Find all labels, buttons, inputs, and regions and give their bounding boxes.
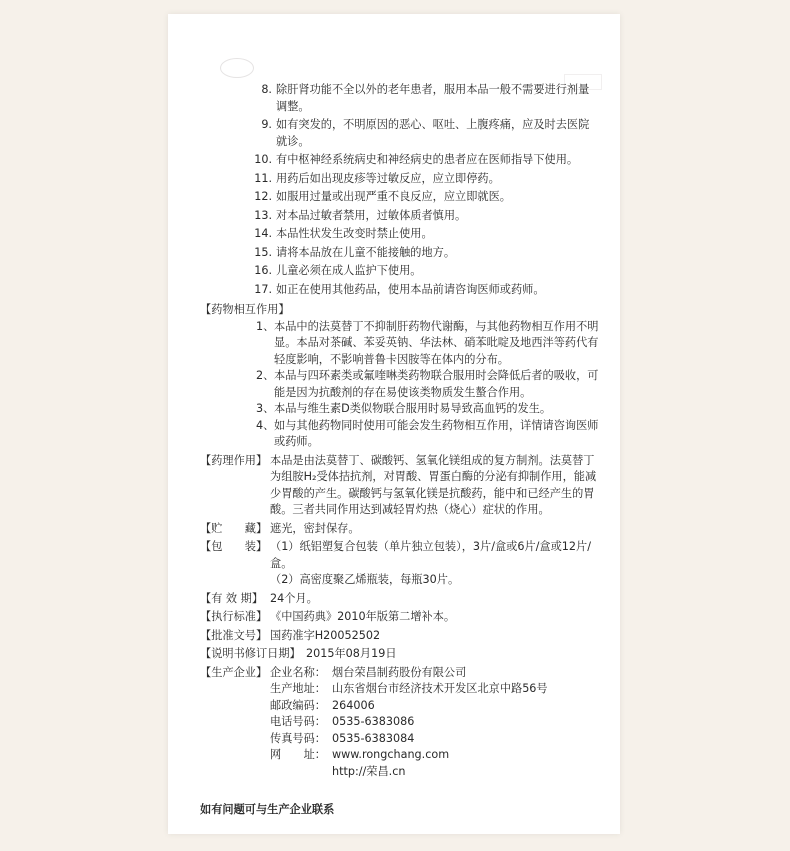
approval-text: 国药准字H20052502 <box>270 628 381 642</box>
phone-row: 电话号码： 0535-6383086 <box>270 715 415 728</box>
interaction-item: 3、 本品与维生素D类似物联合服用时易导致高血钙的发生。 <box>256 402 552 415</box>
storage-text: 遮光，密封保存。 <box>270 521 360 535</box>
pharmacology-text: 本品是由法莫替丁、碳酸钙、氢氧化镁组成的复方制剂。法莫替丁为组胺H₂受体拮抗剂，对胃酸、胃蛋白酶的分泌有抑制作用，能减少胃酸的产生。碳酸钙与氢氧化镁是抗酸药，能中和已经产生的胃酸。三者共同作用达到减轻胃灼热（烧心）症状的作用。 <box>270 453 597 516</box>
address-row: 生产地址： 山东省烟台市经济技术开发区北京中路56号 <box>270 682 548 695</box>
cautions-list <box>200 82 600 298</box>
caution-item: 11. 用药后如出现皮疹等过敏反应，应立即停药。 <box>254 171 500 185</box>
caution-item: 13. 对本品过敏者禁用，过敏体质者慎用。 <box>254 208 467 222</box>
section-label: 【批准文号】 <box>200 628 268 642</box>
validity-section <box>200 591 600 608</box>
company-name-row: 企业名称： 烟台荣昌制药股份有限公司 <box>270 665 467 679</box>
approval-section <box>200 628 600 645</box>
manufacturer-details <box>270 665 600 781</box>
leaflet-content <box>200 82 600 819</box>
leaflet-paper <box>168 14 620 834</box>
caution-item: 17. 如正在使用其他药品，使用本品前请咨询医师或药师。 <box>254 282 545 296</box>
interaction-item: 4、 如与其他药物同时使用可能会发生药物相互作用，详情请咨询医师或药师。 <box>256 418 599 448</box>
section-label: 【药物相互作用】 <box>200 303 290 316</box>
storage-section <box>200 521 600 538</box>
postcode-row: 邮政编码： 264006 <box>270 698 375 712</box>
pharmacology-section <box>200 453 600 519</box>
website-row: 网 址： www.rongchang.com <box>270 748 450 761</box>
revision-text: 2015年08月19日 <box>306 647 397 660</box>
manufacturer-section <box>200 665 600 781</box>
caution-item: 14. 本品性状发生改变时禁止使用。 <box>254 227 433 240</box>
footer-contact-note: 如有问题可与生产企业联系 <box>200 803 335 816</box>
caution-item: 15. 请将本品放在儿童不能接触的地方。 <box>254 245 456 259</box>
interaction-item: 2、 本品与四环素类或氟喹啉类药物联合服用时会降低后者的吸收，可能是因为抗酸剂的存在易使该类物质发生螯合作用。 <box>256 369 599 399</box>
section-label: 【包 装】 <box>200 540 268 553</box>
caution-item: 10. 有中枢神经系统病史和神经病史的患者应在医师指导下使用。 <box>254 153 579 166</box>
caution-item: 9. 如有突发的，不明原因的恶心、呕吐、上腹疼痛，应及时去医院就诊。 <box>261 118 590 148</box>
package-line: （1）纸铝塑复合包装（单片独立包装），3片/盒或6片/盒或12片/盒。 <box>270 540 591 570</box>
website-alt-row: http://荣昌.cn <box>332 764 406 778</box>
fax-row: 传真号码： 0535-6383084 <box>270 731 415 745</box>
caution-item: 16. 儿童必须在成人监护下使用。 <box>254 264 422 277</box>
package-section <box>200 539 600 589</box>
package-text <box>270 539 600 589</box>
revision-section <box>200 646 600 663</box>
caution-item: 8. 除肝肾功能不全以外的老年患者，服用本品一般不需要进行剂量调整。 <box>261 83 590 113</box>
company-logo-watermark <box>220 58 254 78</box>
standard-section <box>200 609 600 626</box>
section-label: 【药理作用】 <box>200 453 268 467</box>
section-label: 【有 效 期】 <box>200 591 264 605</box>
interaction-item: 1、 本品中的法莫替丁不抑制肝药物代谢酶，与其他药物相互作用不明显。本品对茶碱、苯妥英钠、华法林、硝苯吡啶及地西泮等药代有轻度影响，不影响普鲁卡因胺等在体内的分布。 <box>256 319 599 366</box>
package-line: （2）高密度聚乙烯瓶装，每瓶30片。 <box>270 573 460 586</box>
section-label: 【生产企业】 <box>200 665 268 679</box>
interactions-section <box>200 302 600 451</box>
validity-text: 24个月。 <box>270 591 318 605</box>
section-label: 【执行标准】 <box>200 610 268 623</box>
caution-item: 12. 如服用过量或出现严重不良反应，应立即就医。 <box>254 190 511 203</box>
section-label: 【说明书修订日期】 <box>200 647 301 660</box>
standard-text: 《中国药典》2010年版第二增补本。 <box>270 610 456 623</box>
section-label: 【贮 藏】 <box>200 521 268 535</box>
